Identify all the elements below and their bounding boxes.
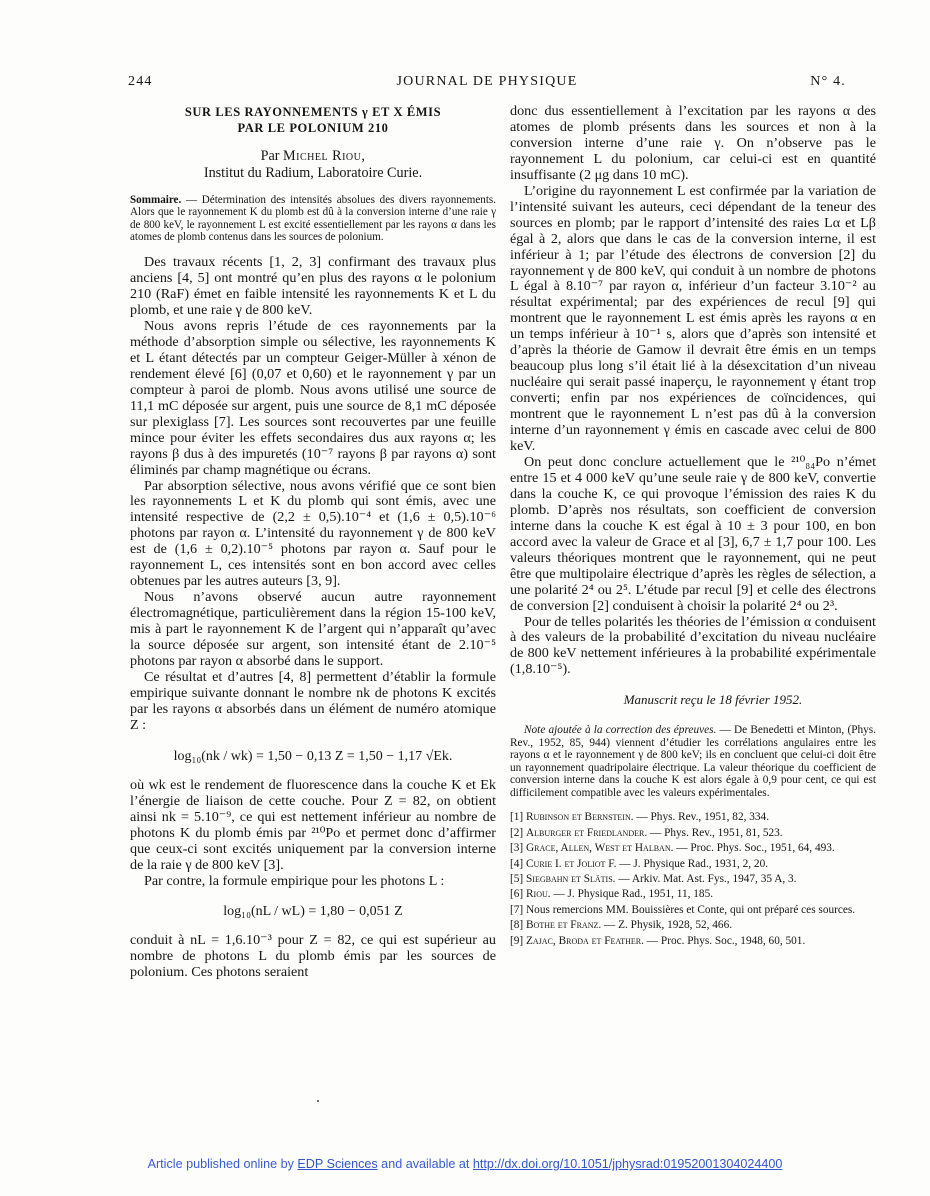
title-line-2: PAR LE POLONIUM 210 <box>237 121 389 135</box>
reference-item <box>510 919 876 932</box>
paragraph: Pour de telles polarités les théories de l’émission α conduisent à des valeurs de la probabilité d’excitation du niveau nucléaire de 800 keV nettement inférieures à la probabilité expérimentale (1,8.10⁻⁵). <box>510 613 876 678</box>
paragraph: donc dus essentiellement à l’excitation par les rayons α des atomes de plomb présents dans les sources et non à la conversion interne d’une raie γ. On n’observe pas le rayonnement L du polonium, car celui-ci est en quantité insuffisante (2 μg dans 10 mC). <box>510 103 876 183</box>
reference-item <box>510 842 876 855</box>
reference-authors: Zajac, Broda et Feather. <box>526 934 644 947</box>
reference-number: [4] <box>510 857 524 870</box>
abstract-text: — Détermination des intensités absolues des divers rayonnements. Alors que le rayonnement K du plomb est dû à la conversion interne d’une raie γ de 800 keV, le rayonnement L est excité essentiellement par les rayons α dans les atomes de plomb contenus dans les sources de polonium. <box>130 194 496 243</box>
received-date: Manuscrit reçu le 18 février 1952. <box>623 692 803 708</box>
doi-link[interactable]: http://dx.doi.org/10.1051/jphysrad:01952001304024400 <box>472 1157 783 1171</box>
byline-prefix: Par <box>260 148 284 164</box>
footer-middle: and available at <box>377 1157 473 1171</box>
page-number: 244 <box>128 74 153 89</box>
reference-source: — Arkiv. Mat. Ast. Fys., 1947, 35 A, 3. <box>615 872 797 885</box>
reference-authors: Curie I. et Joliot F. <box>526 857 617 870</box>
equation-l: log₁₀(nL / wL) = 1,80 − 0,051 Z <box>223 904 403 920</box>
title-line-1: SUR LES RAYONNEMENTS γ ET X ÉMIS <box>184 105 442 119</box>
reference-number: [7] <box>510 903 524 916</box>
reference-number: [9] <box>510 934 524 947</box>
publisher-link[interactable]: EDP Sciences <box>297 1157 378 1171</box>
paragraph: On peut donc conclure actuellement que le ²¹⁰₈₄Po n’émet entre 15 et 4 000 keV qu’une seule raie γ de 800 keV, convertie dans la couche K, ce qui provoque l’émission des raies K du plomb. D’après nos résultats, son coefficient de conversion interne dans la couche K est égal à 10 ± 3 pour 100, en bon accord avec la valeur de Grace et al [3], 6,7 ± 1,7 pour 100. Les valeurs théoriques montrent que le rayonnement, qui ne peut être que multipolaire électrique d’après les règles de sélection, a une polarité 2⁴ ou 2⁵. L’étude par recul [9] et celle des électrons de conversion [2] conduisent à choisir la polarité 2⁴ ou 2³. <box>510 453 876 614</box>
reference-source: — Proc. Phys. Soc., 1948, 60, 501. <box>643 934 806 947</box>
reference-item <box>510 827 876 840</box>
article-title <box>130 104 496 136</box>
byline <box>130 148 496 182</box>
issue-number: N° 4. <box>810 74 846 89</box>
left-column <box>130 104 496 981</box>
reference-item <box>510 935 876 948</box>
running-head <box>128 74 846 94</box>
reference-number: [6] <box>510 888 524 901</box>
reference-list <box>510 811 876 948</box>
reference-item <box>510 811 876 824</box>
equation-k: log₁₀(nk / wk) = 1,50 − 0,13 Z = 1,50 − 1,17 √Ek. <box>173 748 453 764</box>
reference-authors: Riou. <box>526 888 551 901</box>
paragraph: où wk est le rendement de fluorescence dans la couche K et Ek l’énergie de liaison de cette couche. Pour Z = 82, on obtient ainsi nk = 5.10⁻⁹, ce qui est nettement inférieur au nombre de photons K du plomb émis par ²¹⁰Po et permet donc d’affirmer que ceux-ci sont excités uniquement par la conversion interne de la raie γ de 800 keV [3]. <box>130 776 496 873</box>
paragraph: L’origine du rayonnement L est confirmée par la variation de l’intensité suivant les auteurs, ceci dépendant de la teneur des sources en plomb; par le rapport d’intensité des raies Lα et Lβ égal à 2, alors que dans le cas de la conversion interne, il est inférieur à 1; par l’étude des électrons de conversion [2] du rayonnement γ de 800 keV, qui conduit à un nombre de photons L égal à 8.10⁻⁷ par rayon α, inférieur d’un facteur 3.10⁻² au résultat expérimental; par des expériences de recul [9] qui montrent que le rayonnement L est émis après les rayons α en un temps inférieur à 10⁻¹ s, alors que d’après son intensité et d’après la théorie de Gamow il devrait être émis en un temps beaucoup plus long s’il était lié à la désexcitation d’un niveau nucléaire qui serait passé inaperçu, le rayonnement γ étant trop converti; enfin par nos expériences de coïncidences, qui montrent que le rayonnement L n’est pas dû à la conversion interne d’un rayonnement γ émis en cascade avec celui de 800 keV. <box>510 182 876 455</box>
paragraph: Par contre, la formule empirique pour les photons L : <box>144 872 445 889</box>
reference-number: [2] <box>510 826 524 839</box>
paragraph: Par absorption sélective, nous avons vérifié que ce sont bien les rayonnements L et K du plomb qui sont émis, avec une intensité respective de (2,2 ± 0,5).10⁻⁴ et (1,6 ± 0,5).10⁻⁶ photons par rayon α. L’intensité du rayonnement γ de 800 keV est de (1,6 ± 0,2).10⁻⁵ photons par rayon α. Sauf pour le rayonnement L, ces intensités sont en bon accord avec celles obtenues par les autres auteurs [3, 9]. <box>130 477 496 590</box>
reference-authors: Siegbahn et Slätis. <box>526 872 616 885</box>
reference-number: [8] <box>510 919 524 932</box>
paragraph: Nous n’avons observé aucun autre rayonnement électromagnétique, particulièrement dans la région 15-100 keV, mis à part le rayonnement K de l’argent qui n’apparaît qu’avec la source déposée sur argent, son intensité étant de 2.10⁻⁵ photons par rayon α absorbé dans le support. <box>130 589 496 670</box>
reference-source: — Proc. Phys. Soc., 1951, 64, 493. <box>673 842 835 855</box>
paragraph: Nous avons repris l’étude de ces rayonnements par la méthode d’absorption simple ou sélective, les rayonnements K et L étant détectés par un compteur Geiger-Müller à xénon de rendement élevé [6] (0,07 et 0,60) et le rayonnement γ par un compteur à paroi de plomb. Nous avons utilisé une source de 11,1 mC déposée sur argent, puis une source de 8,1 mC déposée sur plexiglass [7]. Les sources sont recouvertes par une feuille mince pour éviter les effets secondaires dus aux rayons α; les rayons β dus à des impuretés (10⁻⁷ rayons β par rayons α) sont éliminés par champ magnétique ou écrans. <box>130 318 496 478</box>
reference-number: [1] <box>510 811 524 824</box>
reference-source: — J. Physique Rad., 1951, 11, 185. <box>550 888 714 901</box>
reference-authors: Bothe et Franz. <box>526 919 602 932</box>
proof-note-lead: Note ajoutée à la correction des épreuves. <box>524 724 717 737</box>
reference-source: — J. Physique Rad., 1931, 2, 20. <box>616 857 769 870</box>
reference-source: — Phys. Rev., 1951, 82, 334. <box>633 811 770 824</box>
abstract-lead: Sommaire. <box>130 194 182 206</box>
footer-prefix: Article published online by <box>147 1157 298 1171</box>
reference-number: [3] <box>510 842 524 855</box>
reference-item <box>510 858 876 871</box>
reference-authors: Rubinson et Bernstein. <box>526 811 634 824</box>
abstract <box>130 194 496 243</box>
reference-item <box>510 888 876 901</box>
publication-footer <box>0 1157 930 1171</box>
reference-authors: Grace, Allen, West et Halban. <box>526 842 674 855</box>
reference-number: [5] <box>510 872 524 885</box>
reference-source: Nous remercions MM. Bouissières et Conte, qui ont préparé ces sources. <box>526 903 856 916</box>
reference-item <box>510 873 876 886</box>
journal-title: JOURNAL DE PHYSIQUE <box>396 74 578 89</box>
right-column <box>510 104 876 950</box>
reference-authors: Alburger et Friedlander. <box>526 826 648 839</box>
reference-item <box>510 904 876 917</box>
author-name: Michel Riou, <box>283 148 366 164</box>
proof-note <box>510 724 876 799</box>
paragraph: conduit à nL = 1,6.10⁻³ pour Z = 82, ce qui est supérieur au nombre de photons L du plomb émis par les sources de polonium. Ces photons seraient <box>130 932 496 981</box>
reference-source: — Phys. Rev., 1951, 81, 523. <box>647 826 783 839</box>
affiliation: Institut du Radium, Laboratoire Curie. <box>203 165 423 181</box>
paragraph: Ce résultat et d’autres [4, 8] permettent d’établir la formule empirique suivante donnant le nombre nk de photons K excités par les rayons α absorbés dans un élément de numéro atomique Z : <box>130 668 496 733</box>
reference-source: — Z. Physik, 1928, 52, 466. <box>601 919 733 932</box>
proof-note-text: — De Benedetti et Minton, (Phys. Rev., 1952, 85, 944) viennent d’étudier les corrélations angulaires entre les rayons α et le rayonnement γ de 800 keV; ils en concluent que celui-ci doit être un rayonnement quadripolaire électrique. La valeur théorique du coefficient de conversion interne dans la couche K est alors égale à 0,9 pour cent, ce qui est difficilement compatible avec les valeurs expérimentales. <box>510 724 877 799</box>
paragraph: Des travaux récents [1, 2, 3] confirmant des travaux plus anciens [4, 5] ont montré qu’en plus des rayons α le polonium 210 (RaF) émet en faible intensité les rayonnements K et L du plomb, et une raie γ de 800 keV. <box>130 254 496 319</box>
print-speck <box>317 1100 319 1102</box>
